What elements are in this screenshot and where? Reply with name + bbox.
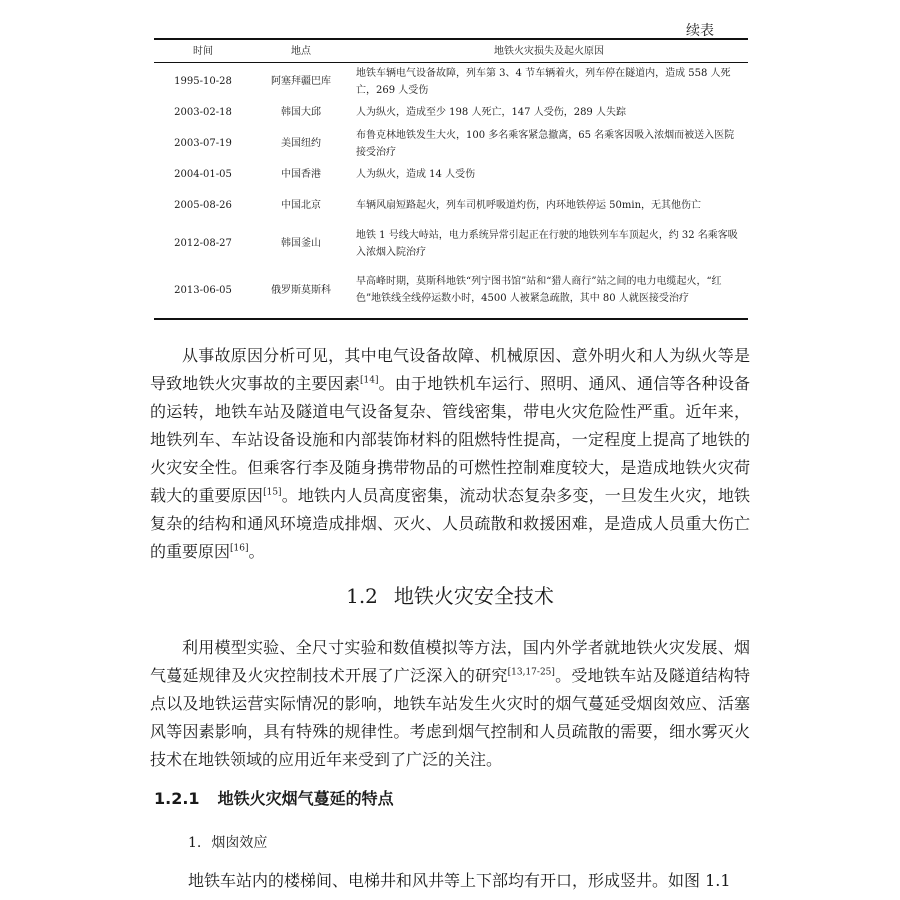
para1-text-b: 。由于地铁机车运行、照明、通风、通信等各种设备的运转，地铁车站及隧道电气设备复杂、管线密集，带电火灾危险性严重。近年来，地铁列车、车站设备设施和内部装饰材料的阻燃特性提高，一定程度上提高了地铁的火灾安全性。但乘客行李及随身携带物品的可燃性控制难度较大，是造成地铁火灾荷载大的重要原因 [150,374,750,505]
table-header-row [154,39,748,63]
table-row [154,187,748,225]
cell-description: 人为纵火，造成至少 198 人死亡，147 人受伤，289 人失踪 [356,107,626,118]
cell-date: 2005-08-26 [174,200,232,211]
table-row [154,263,748,319]
cell-date: 2004-01-05 [174,169,232,180]
citation-ref: [14] [359,375,379,386]
para1-text-c: 。地铁内人员高度密集，流动状态复杂多变，一旦发生火灾，地铁复杂的结构和通风环境造成排烟、灭火、人员疏散和救援困难，是造成人员重大伤亡的重要原因 [150,486,750,561]
table-row [154,101,748,125]
header-place: 地点 [252,39,350,63]
table-row [154,225,748,263]
table-row [154,63,748,101]
header-description: 地铁火灾损失及起火原因 [350,39,748,63]
cell-date: 2003-02-18 [174,107,232,118]
fire-accident-table [154,38,748,320]
cell-date: 1995-10-28 [174,76,232,88]
section-number: 1.2 [346,584,378,608]
citation-ref: [13,17-25] [507,667,555,678]
cell-description: 人为纵火，造成 14 人受伤 [356,169,476,180]
subsubsection-heading [188,832,267,852]
subsection-title: 地铁火灾烟气蔓延的特点 [217,789,394,808]
cell-date: 2013-06-05 [154,263,252,319]
cell-place: 韩国大邱 [281,107,321,118]
subsection-number: 1.2.1 [154,789,200,808]
cell-place: 美国纽约 [281,138,321,149]
cell-description: 早高峰时期，莫斯科地铁“列宁图书馆”站和“猎人商行”站之间的电力电缆起火，“红色”地铁线全线停运数小时，4500 人被紧急疏散，其中 80 人就医接受治疗 [350,263,748,319]
para1-text-a: 从事故原因分析可见，其中电气设备故障、机械原因、意外明火和人为纵火等是导致地铁火灾事故的主要因素 [150,346,750,393]
cell-place: 中国香港 [281,169,321,180]
cell-date: 2003-07-19 [174,138,232,149]
cell-description: 布鲁克林地铁发生大火，100 多名乘客紧急撤离，65 名乘客因吸入浓烟而被送入医院接受治疗 [356,129,735,158]
section-heading [0,580,900,609]
subsection-heading [154,786,394,809]
table-continued-label: 续表 [686,23,714,39]
cell-description: 地铁车辆电气设备故障，列车第 3、4 节车辆着火，列车停在隧道内，造成 558 人死亡，269 人受伤 [356,67,731,96]
citation-ref: [16] [230,543,249,554]
citation-ref: [15] [263,487,282,498]
subsubsection-number: 1. [188,835,202,851]
subsubsection-title: 烟囱效应 [211,835,268,851]
header-date: 时间 [154,39,252,63]
table-row [154,125,748,163]
para2-text-b: 。受地铁车站及隧道结构特点以及地铁运营实际情况的影响，地铁车站发生火灾时的烟气蔓延受烟囱效应、活塞风等因素影响，具有特殊的规律性。考虑到烟气控制和人员疏散的需要，细水雾灭火技术在地铁领域的应用近年来受到了广泛的关注。 [150,666,750,769]
para1-text-d: 。 [248,542,265,561]
cell-place: 中国北京 [281,200,321,211]
table-row [154,163,748,187]
paragraph-research [150,634,750,774]
cell-place: 俄罗斯莫斯科 [252,263,350,319]
cell-date: 2012-08-27 [174,238,232,249]
paragraph-chimney-effect: 地铁车站内的楼梯间、电梯井和风井等上下部均有开口，形成竖井。如图 1.1 [188,871,731,890]
paragraph-fire-causes [150,342,750,566]
cell-place: 韩国釜山 [281,238,321,249]
cell-description: 地铁 1 号线大峙站，电力系统异常引起正在行驶的地铁列车车顶起火，约 32 名乘客吸入浓烟入院治疗 [356,229,738,258]
section-title: 地铁火灾安全技术 [393,584,554,608]
cell-place: 阿塞拜疆巴库 [271,76,331,88]
cell-description: 车辆风扇短路起火，列车司机呼吸道灼伤，内环地铁停运 50min，无其他伤亡 [356,200,702,211]
para2-text-a: 利用模型实验、全尺寸实验和数值模拟等方法，国内外学者就地铁火灾发展、烟气蔓延规律及火灾控制技术开展了广泛深入的研究 [150,638,750,685]
